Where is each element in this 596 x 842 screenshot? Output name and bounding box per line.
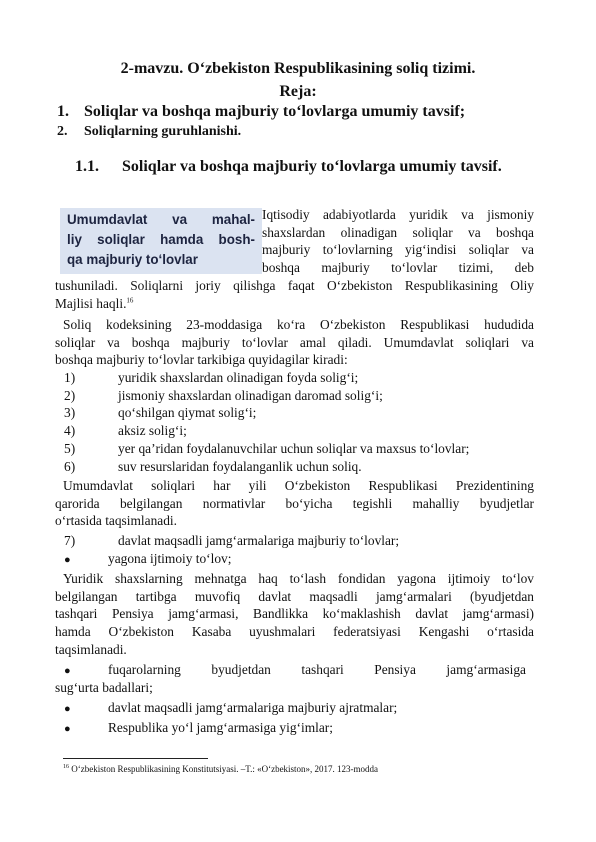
- footnote-reference: 16: [126, 296, 134, 305]
- list-item: [64, 369, 358, 387]
- bullet-item: [64, 699, 397, 719]
- bullet-icon: ●: [64, 723, 71, 735]
- text-line: sug‘urta badallari;: [55, 679, 153, 695]
- plan-item-number: 1.: [57, 103, 69, 120]
- margin-note-line: qa majburiy to‘lovlar: [67, 252, 198, 267]
- list-item: [64, 404, 256, 422]
- text-line: tashqari Pensiya jamg‘armasi, Bandlikka ko‘maklashish davlat jamg‘armasi): [55, 606, 534, 622]
- plan-item-text: Soliqlar va boshqa majburiy to‘lovlarga umumiy tavsif;: [84, 103, 466, 120]
- list-number: 4): [64, 423, 76, 439]
- bullet-icon: ●: [64, 703, 71, 715]
- text-line: qarorida belgilangan normativlar bo‘yicha tegishli mahalliy byudjetlar: [55, 495, 534, 511]
- text-line: Iqtisodiy adabiyotlarda yuridik va jismoniy: [262, 207, 534, 222]
- text-line: boshqa majburiy to‘lovlar tarkibiga quyidagilar kiradi:: [55, 352, 348, 368]
- plan-item-2: [57, 124, 241, 140]
- text-line: taqsimlanadi.: [55, 641, 127, 657]
- footnote: [63, 764, 378, 774]
- text-line: belgilangan tartibga muvofiq davlat maqsadli jamg‘armalari (byudjetdan: [55, 588, 534, 604]
- list-item: [64, 532, 399, 550]
- margin-note-line: liy soliqlar hamda bosh-: [67, 232, 255, 247]
- footnote-divider: [63, 758, 208, 759]
- plan-item-number: 2.: [57, 124, 68, 139]
- list-number: 1): [64, 370, 76, 385]
- list-text: qo‘shilgan qiymat solig‘i;: [118, 405, 257, 421]
- section-heading: [75, 158, 502, 176]
- list-text: suv resurslaridan foydalanganlik uchun soliq.: [118, 458, 362, 474]
- list-number: 3): [64, 405, 76, 421]
- list-text: davlat maqsadli jamg‘armalariga majburiy to‘lovlar;: [118, 533, 400, 548]
- page-title: 2-mavzu. O‘zbekiston Respublikasining soliq tizimi.: [120, 60, 476, 77]
- text-line: shaxslardan olinadigan soliqlar va boshqa: [262, 224, 534, 240]
- text-line: hamda O‘zbekiston Kasaba uyushmalari federatsiyasi Kengashi o‘rtasida: [55, 624, 534, 640]
- bullet-text: Respublika yo‘l jamg‘armasiga yig‘imlar;: [108, 720, 333, 735]
- text-line: tushuniladi. Soliqlarni joriy qilishga faqat O‘zbekiston Respublikasining Oliy: [55, 277, 534, 293]
- section-number: 1.1.: [75, 158, 99, 175]
- plan-item-text: Soliqlarning guruhlanishi.: [84, 124, 242, 139]
- bullet-item: [64, 550, 231, 570]
- list-item: [64, 422, 187, 440]
- footnote-number: 16: [63, 764, 69, 770]
- list-item: [64, 458, 362, 476]
- bullet-icon: ●: [64, 554, 71, 566]
- list-number: 2): [64, 387, 76, 403]
- list-item: [64, 440, 469, 458]
- list-item: [64, 387, 383, 405]
- bullet-icon: ●: [64, 665, 71, 677]
- footnote-text: O‘zbekiston Respublikasining Konstitutsiyasi. –T.: «O‘zbekiston», 2017. 123-modda: [71, 764, 379, 774]
- bullet-text: fuqarolarning byudjetdan tashqari Pensiya jamg‘armasiga: [108, 662, 526, 677]
- section-title: Soliqlar va boshqa majburiy to‘lovlarga umumiy tavsif.: [122, 158, 502, 175]
- text-line: boshqa majburiy to‘lovlar tizimi, deb: [262, 260, 534, 276]
- text-line: Soliq kodeksining 23-moddasiga ko‘ra O‘zbekiston Respublikasi hududida: [63, 317, 534, 332]
- bullet-item: [64, 719, 333, 739]
- text-line: o‘rtasida taqsimlanadi.: [55, 513, 177, 529]
- list-number: 6): [64, 458, 76, 474]
- plan-heading: Reja:: [279, 83, 317, 100]
- bullet-text: yagona ijtimoiy to‘lov;: [108, 551, 232, 566]
- text-line: [55, 295, 133, 313]
- margin-note-line: Umumdavlat va mahal-: [67, 212, 255, 227]
- list-number: 7): [64, 533, 76, 548]
- text-span: Majlisi haqli.: [55, 295, 127, 311]
- margin-note-box: [60, 208, 262, 274]
- list-text: yuridik shaxslardan olinadigan foyda solig‘i;: [118, 370, 359, 385]
- text-line: Umumdavlat soliqlari har yili O‘zbekiston Respublikasi Prezidentining: [63, 478, 534, 493]
- list-text: jismoniy shaxslardan olinadigan daromad solig‘i;: [118, 387, 383, 403]
- plan-item-1: [57, 103, 465, 121]
- list-number: 5): [64, 440, 76, 456]
- bullet-text: davlat maqsadli jamg‘armalariga majburiy ajratmalar;: [108, 700, 398, 715]
- text-line: majburiy to‘lovlarning yig‘indisi soliqlar va: [262, 242, 534, 258]
- text-line: Yuridik shaxslarning mehnatga haq to‘lash fondidan yagona ijtimoiy to‘lov: [63, 571, 534, 586]
- text-line: soliqlar va boshqa majburiy to‘lovlar amal qiladi. Umumdavlat soliqlari va: [55, 334, 534, 350]
- list-text: yer qa’ridan foydalanuvchilar uchun soliqlar va maxsus to‘lovlar;: [118, 440, 470, 456]
- list-text: aksiz solig‘i;: [118, 423, 187, 439]
